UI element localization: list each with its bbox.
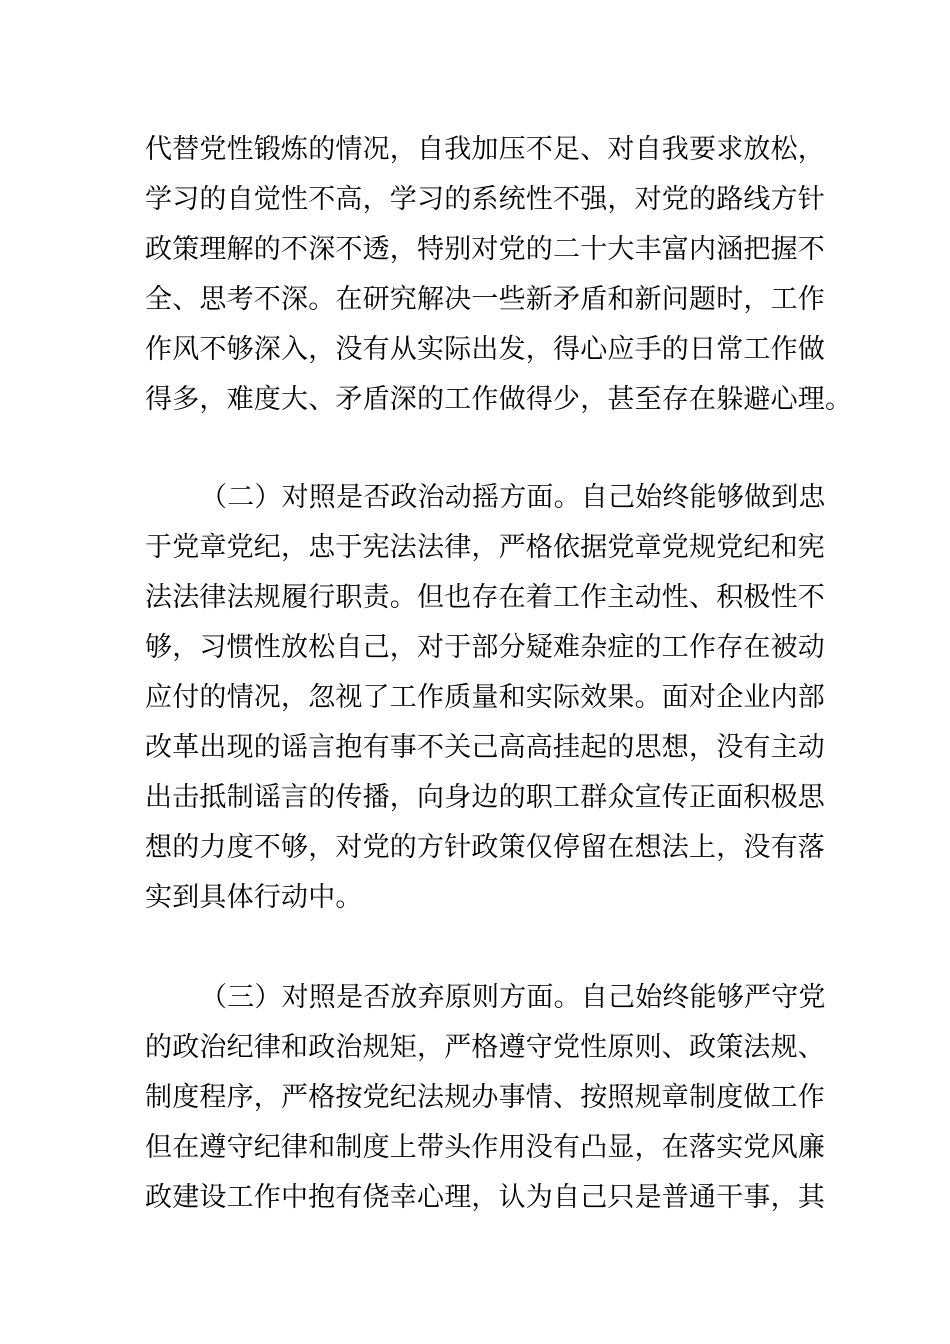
paragraph-line: 全、思考不深。在研究解决一些新矛盾和新问题时，工作 (145, 284, 825, 315)
paragraph-line: 制度程序，严格按党纪法规办事情、按照规章制度做工作 (145, 1082, 825, 1113)
paragraph-line: 的政治纪律和政治规矩，严格遵守党性原则、政策法规、 (145, 1032, 825, 1063)
paragraph-line: 作风不够深入，没有从实际出发，得心应手的日常工作做 (145, 334, 825, 365)
paragraph-line: 学习的自觉性不高，学习的系统性不强，对党的路线方针 (145, 184, 825, 215)
paragraph-line: 法法律法规履行职责。但也存在着工作主动性、积极性不 (145, 582, 825, 613)
paragraph-line: 改革出现的谣言抱有事不关己高高挂起的思想，没有主动 (145, 732, 825, 763)
paragraph-line: 于党章党纪，忠于宪法法律，严格依据党章党规党纪和宪 (145, 532, 825, 563)
paragraph-line: 想的力度不够，对党的方针政策仅停留在想法上，没有落 (145, 832, 825, 863)
paragraph-line: 政建设工作中抱有侥幸心理，认为自己只是普通干事，其 (145, 1182, 825, 1213)
paragraph-line: 得多，难度大、矛盾深的工作做得少，甚至存在躲避心理。 (145, 384, 853, 415)
paragraph-line: （二）对照是否政治动摇方面。自己始终能够做到忠 (200, 482, 826, 513)
paragraph-line: 政策理解的不深不透，特别对党的二十大丰富内涵把握不 (145, 234, 825, 265)
paragraph-line: 实到具体行动中。 (145, 882, 363, 913)
paragraph-line: （三）对照是否放弃原则方面。自己始终能够严守党 (200, 982, 826, 1013)
paragraph-line: 够，习惯性放松自己，对于部分疑难杂症的工作存在被动 (145, 632, 825, 663)
paragraph-line: 代替党性锻炼的情况，自我加压不足、对自我要求放松， (145, 134, 825, 165)
paragraph-line: 应付的情况，忽视了工作质量和实际效果。面对企业内部 (145, 682, 825, 713)
paragraph-line: 但在遵守纪律和制度上带头作用没有凸显，在落实党风廉 (145, 1132, 825, 1163)
paragraph-line: 出击抵制谣言的传播，向身边的职工群众宣传正面积极思 (145, 782, 825, 813)
